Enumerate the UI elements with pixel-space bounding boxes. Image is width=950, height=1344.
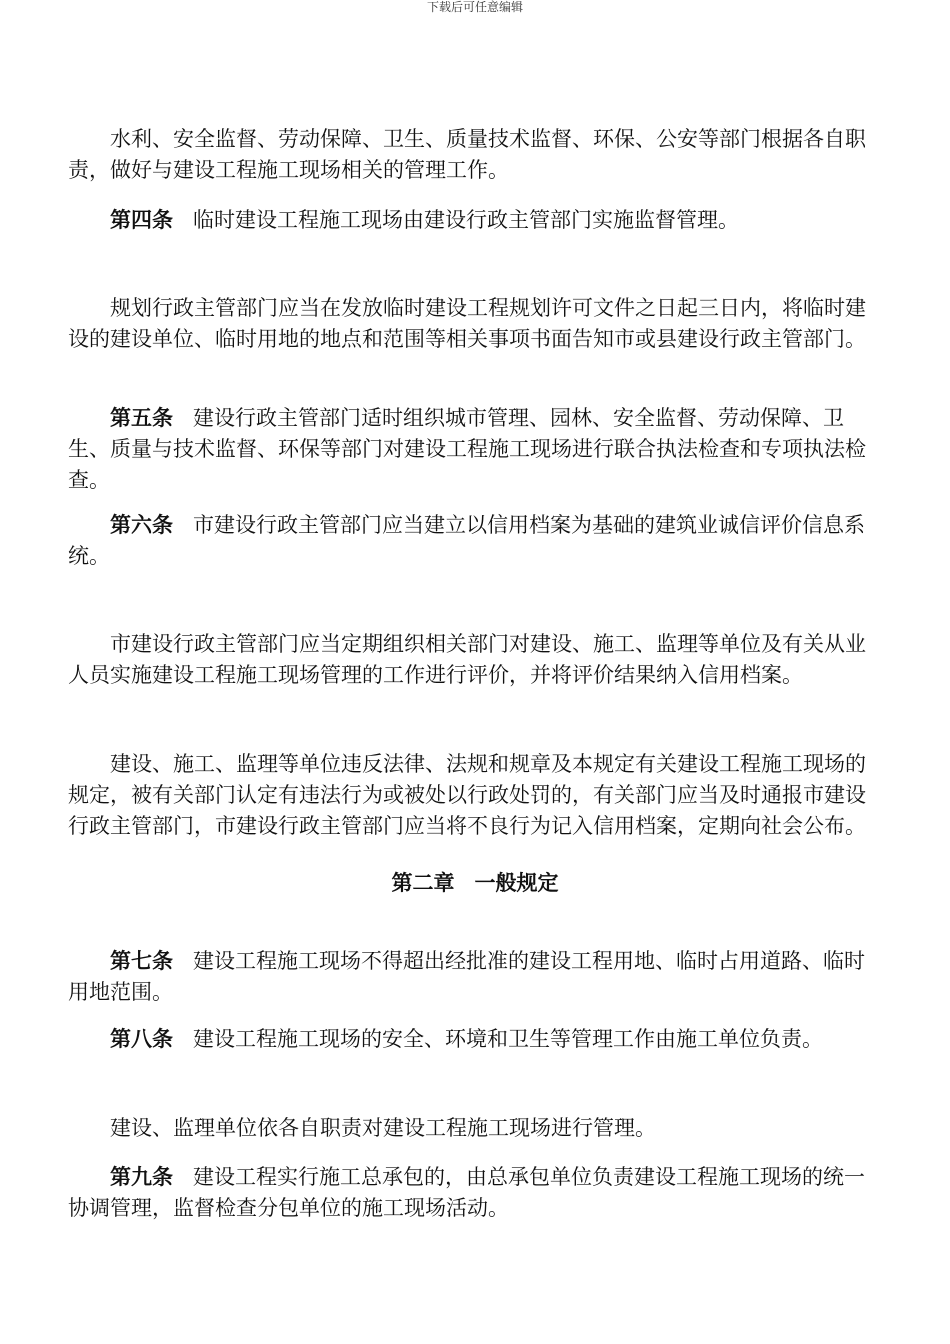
page-header: 下载后可任意编辑 bbox=[426, 0, 523, 14]
article-8-paragraph: 第八条 建设工程施工现场的安全、环境和卫生等管理工作由施工单位负责。 bbox=[110, 1026, 823, 1051]
article-number: 第七条 bbox=[110, 948, 173, 973]
paragraph: 规划行政主管部门应当在发放临时建设工程规划许可文件之日起三日内，将临时建设的建设单位、临时用地的地点和范围等相关事项书面告知市或县建设行政主管部门。 bbox=[68, 296, 866, 351]
chapter-number: 第二章 bbox=[391, 870, 455, 895]
paragraph: 建设、监理单位依各自职责对建设工程施工现场进行管理。 bbox=[110, 1116, 656, 1140]
article-7-paragraph: 第七条 建设工程施工现场不得超出经批准的建设工程用地、临时占用道路、临时用地范围。 bbox=[68, 948, 865, 1004]
article-number: 第四条 bbox=[110, 207, 173, 232]
chapter-heading bbox=[0, 867, 950, 898]
article-number: 第九条 bbox=[110, 1164, 173, 1189]
paragraph: 建设、施工、监理等单位违反法律、法规和规章及本规定有关建设工程施工现场的规定，被有关部门认定有违法行为或被处以行政处罚的，有关部门应当及时通报市建设行政主管部门，市建设行政主管部门应当将不良行为记入信用档案，定期向社会公布。 bbox=[68, 752, 866, 838]
article-number: 第五条 bbox=[110, 405, 173, 430]
article-6-paragraph: 第六条 市建设行政主管部门应当建立以信用档案为基础的建筑业诚信评价信息系统。 bbox=[68, 512, 865, 568]
paragraph: 市建设行政主管部门应当定期组织相关部门对建设、施工、监理等单位及有关从业人员实施建设工程施工现场管理的工作进行评价，并将评价结果纳入信用档案。 bbox=[68, 632, 866, 687]
article-9-paragraph: 第九条 建设工程实行施工总承包的，由总承包单位负责建设工程施工现场的统一协调管理，监督检查分包单位的施工现场活动。 bbox=[68, 1164, 865, 1220]
chapter-title: 一般规定 bbox=[474, 870, 559, 895]
article-4-paragraph: 第四条 临时建设工程施工现场由建设行政主管部门实施监督管理。 bbox=[110, 207, 739, 232]
article-5-paragraph: 第五条 建设行政主管部门适时组织城市管理、园林、安全监督、劳动保障、卫生、质量与技术监督、环保等部门对建设工程施工现场进行联合执法检查和专项执法检查。 bbox=[68, 405, 866, 492]
paragraph: 水利、安全监督、劳动保障、卫生、质量技术监督、环保、公安等部门根据各自职责，做好与建设工程施工现场相关的管理工作。 bbox=[68, 127, 866, 182]
article-number: 第六条 bbox=[110, 512, 173, 537]
article-number: 第八条 bbox=[110, 1026, 173, 1051]
